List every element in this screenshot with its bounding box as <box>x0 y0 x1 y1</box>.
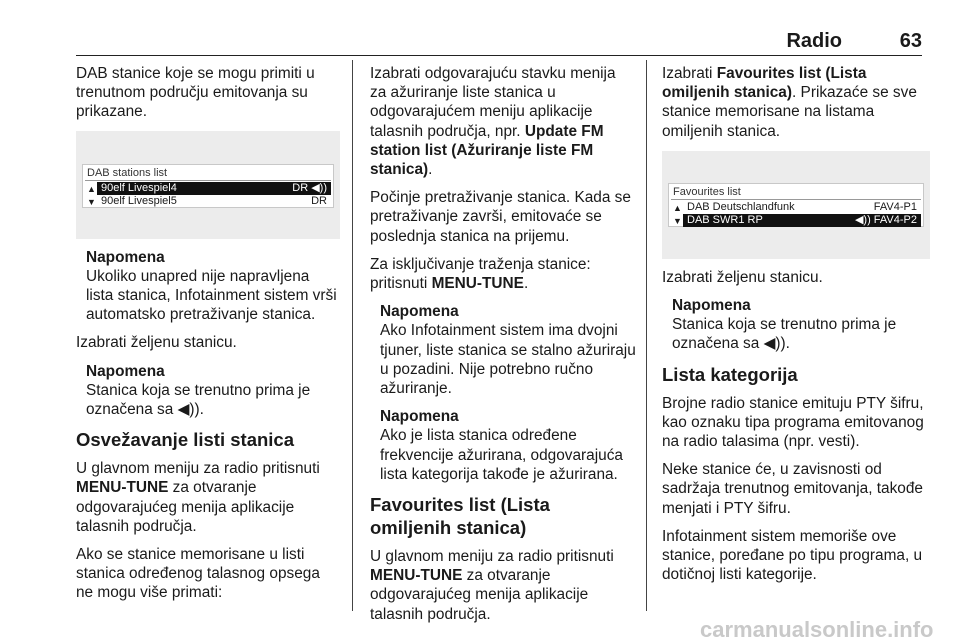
paragraph: Neke stanice će, u zavisnosti od sadržaja trenutnog emitovanja, takođe menjati i PTY šifru. <box>662 461 923 517</box>
column-2 <box>370 64 636 633</box>
page-header <box>0 0 960 56</box>
button-name: MENU-TUNE <box>431 275 524 293</box>
menu-item-name: Update FM station list (Ažuriranje liste FM stanica) <box>370 122 604 179</box>
station-name: 90elf Livespiel5 <box>101 194 177 207</box>
button-name: MENU-TUNE <box>370 567 463 585</box>
paragraph: U glavnom meniju za radio pritisnuti MENU-TUNE za otvaranje odgovarajućeg menija aplikacije talasnih područja. <box>370 548 614 623</box>
menu-item-name: Favourites list (Lista omiljenih stanica) <box>662 65 867 102</box>
station-tag: DR <box>311 194 327 207</box>
paragraph: Infotainment sistem memoriše ove stanice, poređane po tipu programa, u dotičnoj listi kategorije. <box>662 527 923 584</box>
note <box>86 248 340 325</box>
column-1 <box>76 64 340 612</box>
station-row <box>85 182 331 195</box>
station-tag: ◀)) FAV4-P2 <box>854 213 917 226</box>
note-text: Ako Infotainment sistem ima dvojni tjuner, liste stanica se stalno ažuriraju u pozadini. Nije potrebno ručno ažuriranje. <box>380 322 636 398</box>
screen-title: DAB stations list <box>87 166 168 179</box>
note <box>380 302 636 398</box>
button-name: MENU-TUNE <box>76 479 169 497</box>
section-title: Radio <box>786 30 842 52</box>
dab-stations-screenshot <box>76 131 340 239</box>
station-name: 90elf Livespiel4 <box>101 181 177 194</box>
paragraph: Za isključivanje traženja stanice: pritisnuti MENU-TUNE. <box>370 255 591 293</box>
station-name: DAB SWR1 RP <box>687 213 763 226</box>
column-divider <box>352 60 353 611</box>
note-text: Stanica koja se trenutno prima je označena sa ◀)). <box>86 381 311 419</box>
station-row <box>85 195 331 208</box>
section-heading: Favourites list (Lista omiljenih stanica) <box>370 494 550 539</box>
arrow-up-icon: ▲ <box>87 183 96 194</box>
note-heading: Napomena <box>672 297 751 315</box>
arrow-down-icon: ▼ <box>673 215 682 226</box>
display-screen <box>82 164 334 208</box>
section-heading: Osvežavanje listi stanica <box>76 429 295 451</box>
note <box>86 362 340 420</box>
screen-title: Favourites list <box>673 185 741 198</box>
paragraph: U glavnom meniju za radio pritisnuti MENU-TUNE za otvaranje odgovarajućeg menija aplikacije talasnih područja. <box>76 460 320 535</box>
paragraph: Počinje pretraživanje stanica. Kada se pretraživanje završi, emitovaće se poslednja stanica na prijemu. <box>370 189 631 245</box>
paragraph: Izabrati odgovarajuću stavku menija za ažuriranje liste stanica u odgovarajućem meniju aplikacije talasnih područja, npr. Update FM station list (Ažuriranje liste FM stanica). <box>370 65 616 179</box>
note-heading: Napomena <box>380 303 459 321</box>
paragraph: Ako se stanice memorisane u listi stanica određenog talasnog opsega ne mogu više primati: <box>76 546 320 602</box>
arrow-up-icon: ▲ <box>673 202 682 213</box>
favourites-screenshot <box>662 151 930 259</box>
station-row <box>671 201 921 214</box>
watermark: carmanualsonline.info <box>700 617 934 642</box>
display-screen <box>668 183 924 227</box>
page-number: 63 <box>899 30 922 52</box>
station-tag: FAV4-P1 <box>873 200 917 213</box>
note-heading: Napomena <box>86 248 165 266</box>
note-text: Stanica koja se trenutno prima je označena sa ◀)). <box>672 316 897 353</box>
station-row <box>671 214 921 227</box>
station-tag: DR ◀)) <box>292 181 327 194</box>
column-divider <box>646 60 647 611</box>
paragraph: Izabrati Favourites list (Lista omiljenih stanica). Prikazaće se sve stanice memorisane na listama omiljenih stanica. <box>662 65 917 140</box>
header-rule <box>76 55 922 56</box>
paragraph: Izabrati željenu stanicu. <box>662 268 823 286</box>
note-heading: Napomena <box>380 408 459 426</box>
column-3 <box>662 64 930 593</box>
station-name: DAB Deutschlandfunk <box>687 200 795 213</box>
note <box>380 407 636 484</box>
paragraph: Brojne radio stanice emituju PTY šifru, kao oznaku tipa programa emitovanog na radio talasima (npr. vesti). <box>662 394 924 451</box>
note <box>672 296 930 354</box>
arrow-down-icon: ▼ <box>87 196 96 207</box>
paragraph: DAB stanice koje se mogu primiti u trenutnom području emitovanja su prikazane. <box>76 65 315 121</box>
note-text: Ako je lista stanica određene frekvencije ažurirana, odgovarajuća lista kategorija takođe je ažurirana. <box>380 427 623 483</box>
paragraph: Izabrati željenu stanicu. <box>76 334 237 352</box>
section-heading: Lista kategorija <box>662 363 798 385</box>
note-heading: Napomena <box>86 362 165 380</box>
note-text: Ukoliko unapred nije napravljena lista stanica, Infotainment sistem vrši automatsko pretraživanje stanica. <box>86 267 337 324</box>
